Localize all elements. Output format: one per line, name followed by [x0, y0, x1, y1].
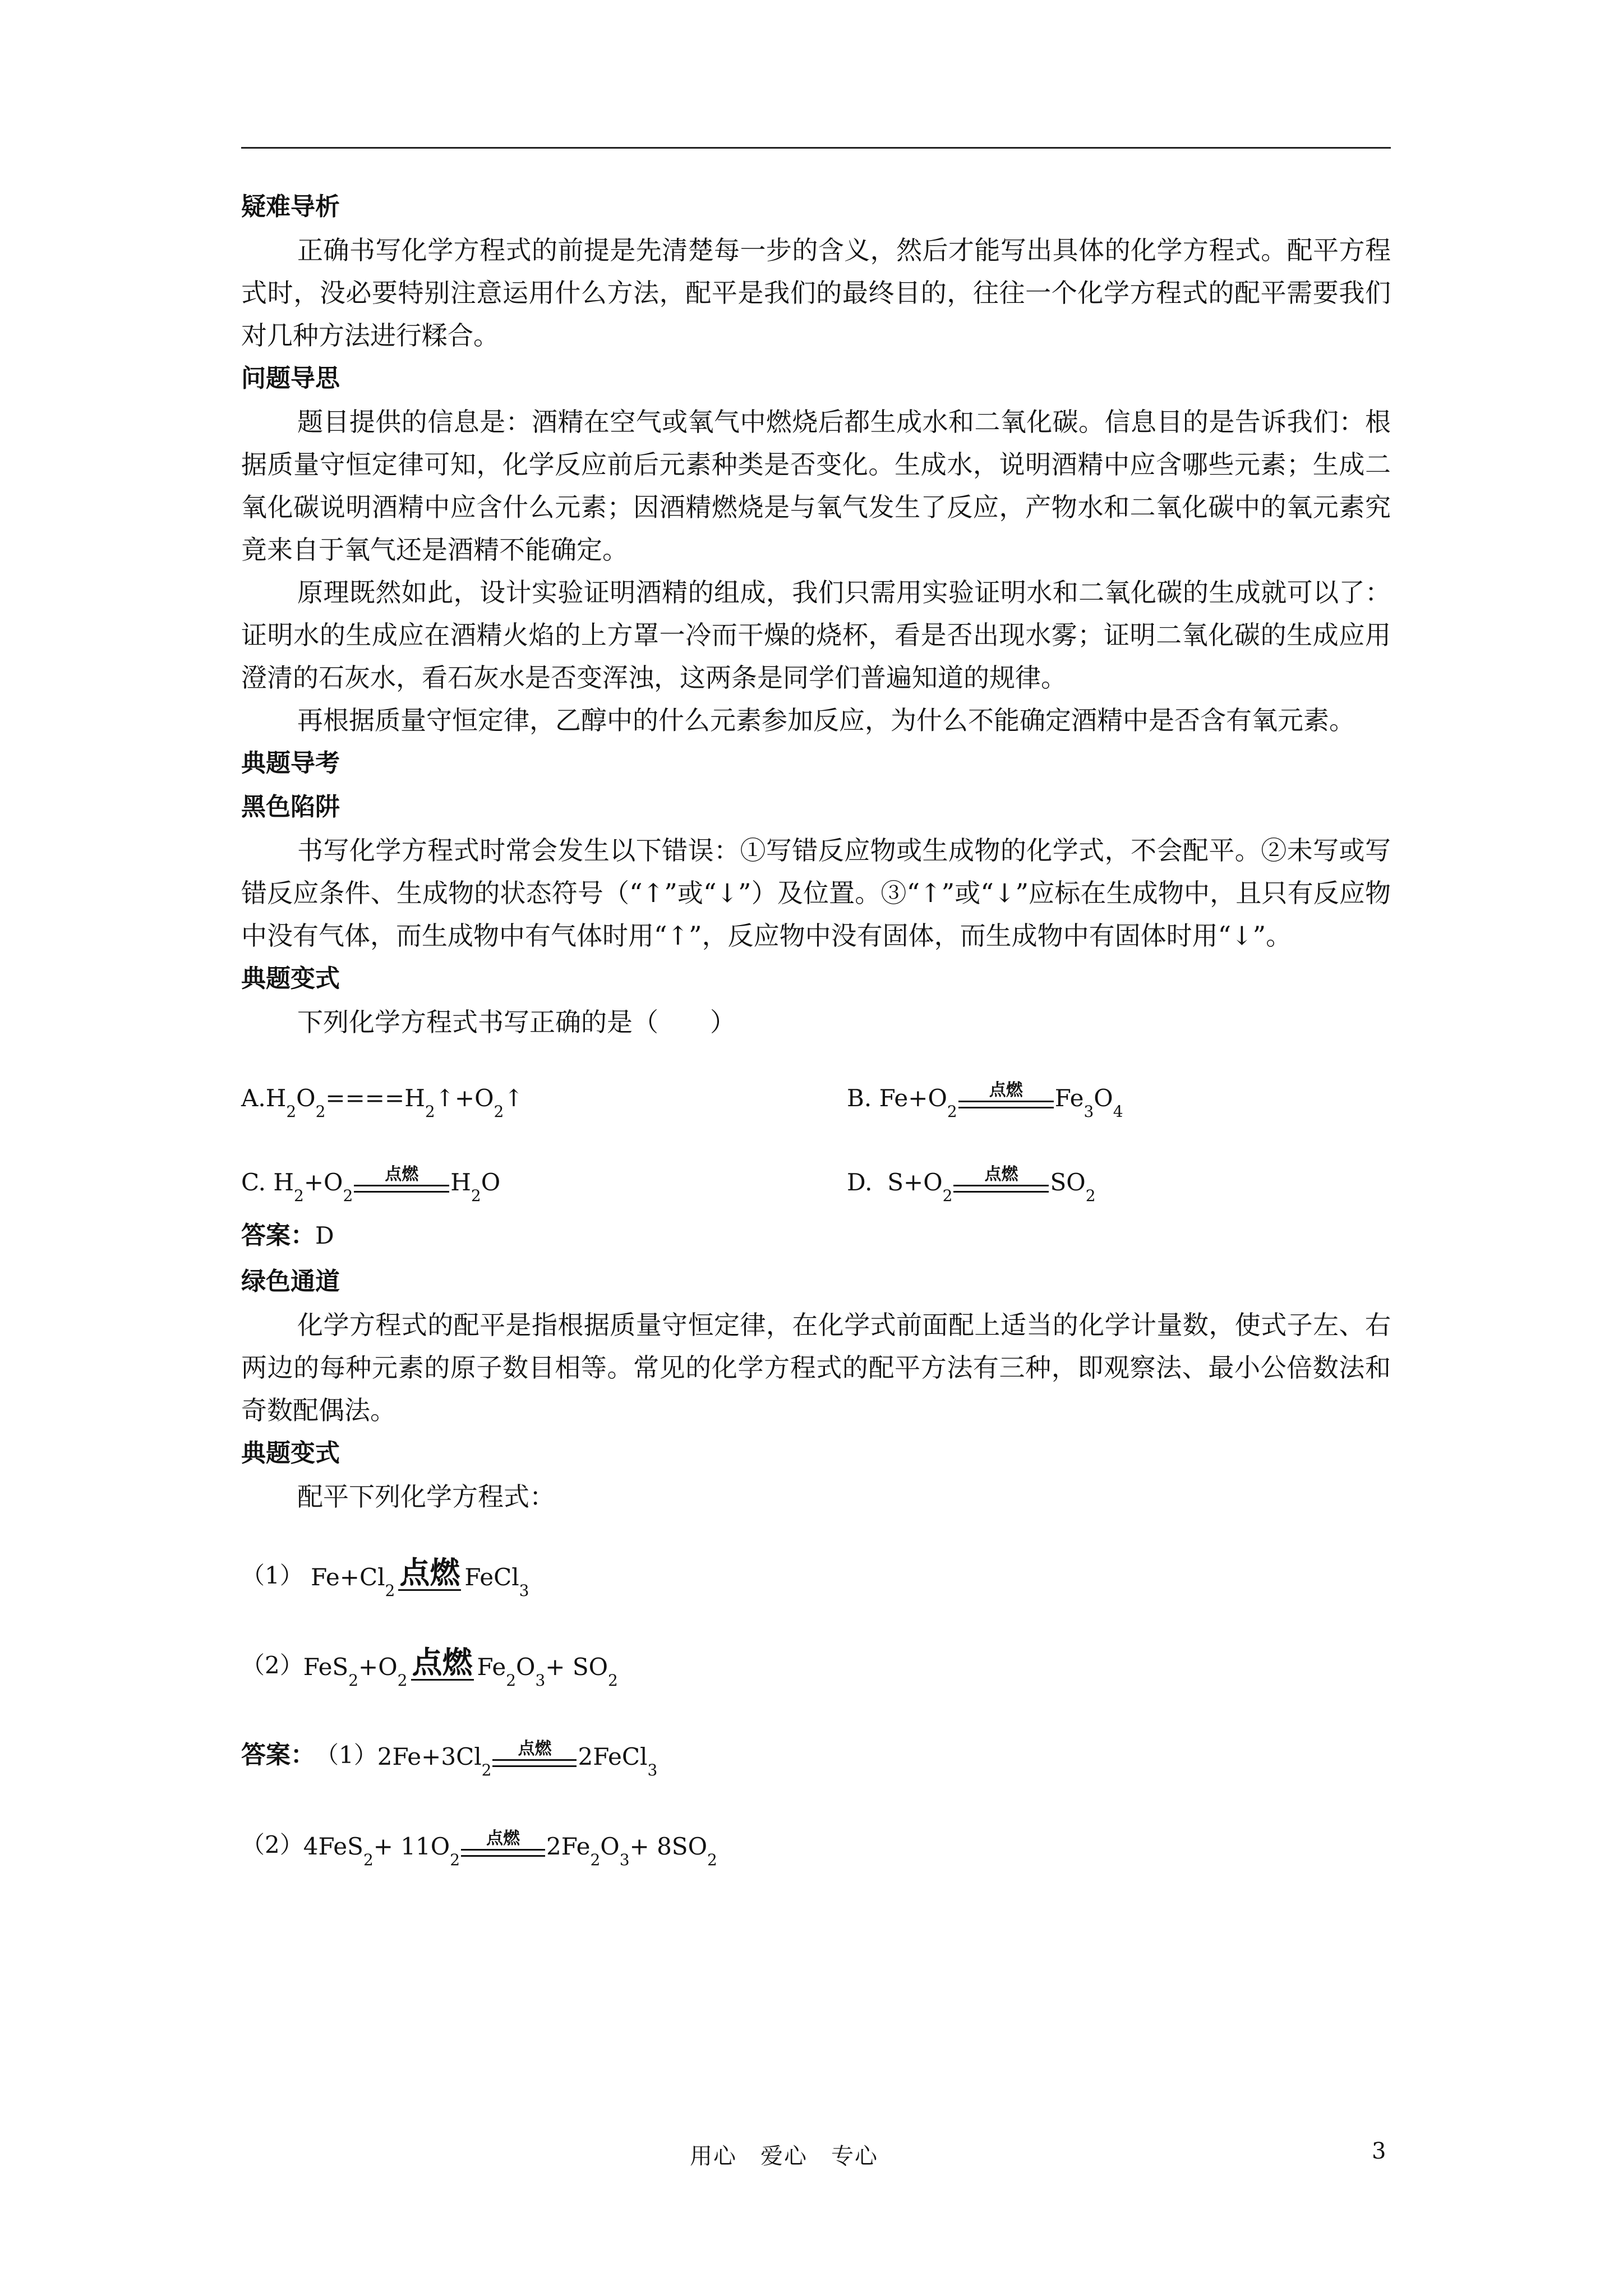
condition-mark: 点燃 [953, 1165, 1049, 1193]
condition-mark: 点燃 [492, 1739, 577, 1767]
question-text-1: 下列化学方程式书写正确的是（ ） [297, 1007, 736, 1037]
answer-label: 答案： [241, 1221, 315, 1250]
paragraph-green-channel: 化学方程式的配平是指根据质量守恒定律，在化学式前面配上适当的化学计量数，使式子左、右两边的每种元素的原子数目相等。常见的化学方程式的配平方法有三种，即观察法、最小公倍数法和奇数配偶法。 [241, 1310, 1391, 1425]
double-line [461, 1849, 545, 1857]
answer-value: D [315, 1222, 334, 1249]
condition-mark: 点燃 [412, 1644, 473, 1680]
option-d: D. S+O 2 点燃 SO 2 [847, 1165, 1096, 1205]
header-rule [241, 147, 1391, 149]
option-b: B. Fe+O 2 点燃 Fe 3 O 4 [847, 1080, 1123, 1121]
balance-question-1: （1） Fe+Cl 2 点燃 FeCl 3 [241, 1554, 529, 1600]
option-c: C. H 2 +O 2 点燃 H 2 O [241, 1165, 501, 1205]
options-row-cd [241, 1128, 1391, 1212]
paragraph-question-guide-1: 题目提供的信息是：酒精在空气或氧气中燃烧后都生成水和二氧化碳。信息目的是告诉我们：根据质量守恒定律可知，化学反应前后元素种类是否变化。生成水，说明酒精中应含哪些元素；生成二氧化碳说明酒精中应含什么元素；因酒精燃烧是与氧气发生了反应，产物水和二氧化碳中的氧元素究竟来自于氧气还是酒精不能确定。 [241, 407, 1391, 565]
balance-answer-2: （2） 4FeS 2 + 11O 2 点燃 2Fe 2 O 3 + 8SO 2 [241, 1829, 717, 1869]
section-heading-question-guide: 问题导思 [241, 364, 340, 393]
answer-1 [241, 1212, 1391, 1260]
up-arrow: ↑ [435, 1084, 455, 1112]
balance-answer-1: 答案： （1） 2Fe+3Cl 2 点燃 2FeCl 3 [241, 1697, 1391, 1787]
paragraph-black-trap: 书写化学方程式时常会发生以下错误：①写错反应物或生成物的化学式，不会配平。②未写或写错反应条件、生成物的状态符号（“↑”或“↓”）及位置。③“↑”或“↓”应标在生成物中，且只有反应物中没有气体，而生成物中有气体时用“↑”，反应物中没有固体，而生成物中有固体时用“↓”。 [241, 835, 1391, 951]
double-line [958, 1101, 1054, 1108]
option-a-label: A. [241, 1084, 266, 1112]
option-d-label: D. [847, 1168, 873, 1196]
section-heading-variant-1: 典题变式 [241, 964, 340, 993]
up-arrow: ↑ [504, 1084, 524, 1112]
answer-label: 答案： [241, 1741, 315, 1769]
double-line [492, 1759, 577, 1767]
paragraph-question-guide-3: 再根据质量守恒定律，乙醇中的什么元素参加反应，为什么不能确定酒精中是否含有氧元素。 [297, 705, 1355, 735]
condition-mark: 点燃 [399, 1554, 460, 1590]
condition-mark: 点燃 [958, 1080, 1054, 1108]
section-heading-black-trap: 黑色陷阱 [241, 793, 340, 821]
page-number: 3 [1372, 2138, 1386, 2164]
paragraph-question-guide-2: 原理既然如此，设计实验证明酒精的组成，我们只需用实验证明水和二氧化碳的生成就可以了：证明水的生成应在酒精火焰的上方罩一冷而干燥的烧杯，看是否出现水雾；证明二氧化碳的生成应用澄清的石灰水，看石灰水是否变浑浊，这两条是同学们普遍知道的规律。 [241, 577, 1391, 693]
condition-mark: 点燃 [461, 1829, 545, 1857]
section-heading-difficulty: 疑难导析 [241, 192, 340, 221]
double-line [354, 1185, 449, 1193]
footer-motto: 用心 爱心 专心 [690, 2143, 878, 2169]
options-row-ab [241, 1043, 1391, 1128]
page-content [241, 185, 1391, 1877]
question-text-2: 配平下列化学方程式： [297, 1481, 555, 1512]
option-a-arrow: ==== [325, 1084, 405, 1112]
section-heading-variant-2: 典题变式 [241, 1439, 340, 1467]
option-a: A. H 2 O 2 ==== H 2 ↑ + O 2 ↑ [241, 1084, 524, 1121]
option-c-label: C. [241, 1168, 266, 1196]
option-b-label: B. [847, 1084, 872, 1112]
double-line [953, 1185, 1049, 1193]
section-heading-green-channel: 绿色通道 [241, 1267, 340, 1296]
section-heading-typical-exam: 典题导考 [241, 749, 340, 777]
condition-mark: 点燃 [354, 1165, 449, 1193]
paragraph-difficulty: 正确书写化学方程式的前提是先清楚每一步的含义，然后才能写出具体的化学方程式。配平方程式时，没必要特别注意运用什么方法，配平是我们的最终目的，往往一个化学方程式的配平需要我们对几种方法进行糅合。 [241, 235, 1391, 351]
balance-question-2: （2） FeS 2 +O 2 点燃 Fe 2 O 3 + SO 2 [241, 1644, 618, 1690]
